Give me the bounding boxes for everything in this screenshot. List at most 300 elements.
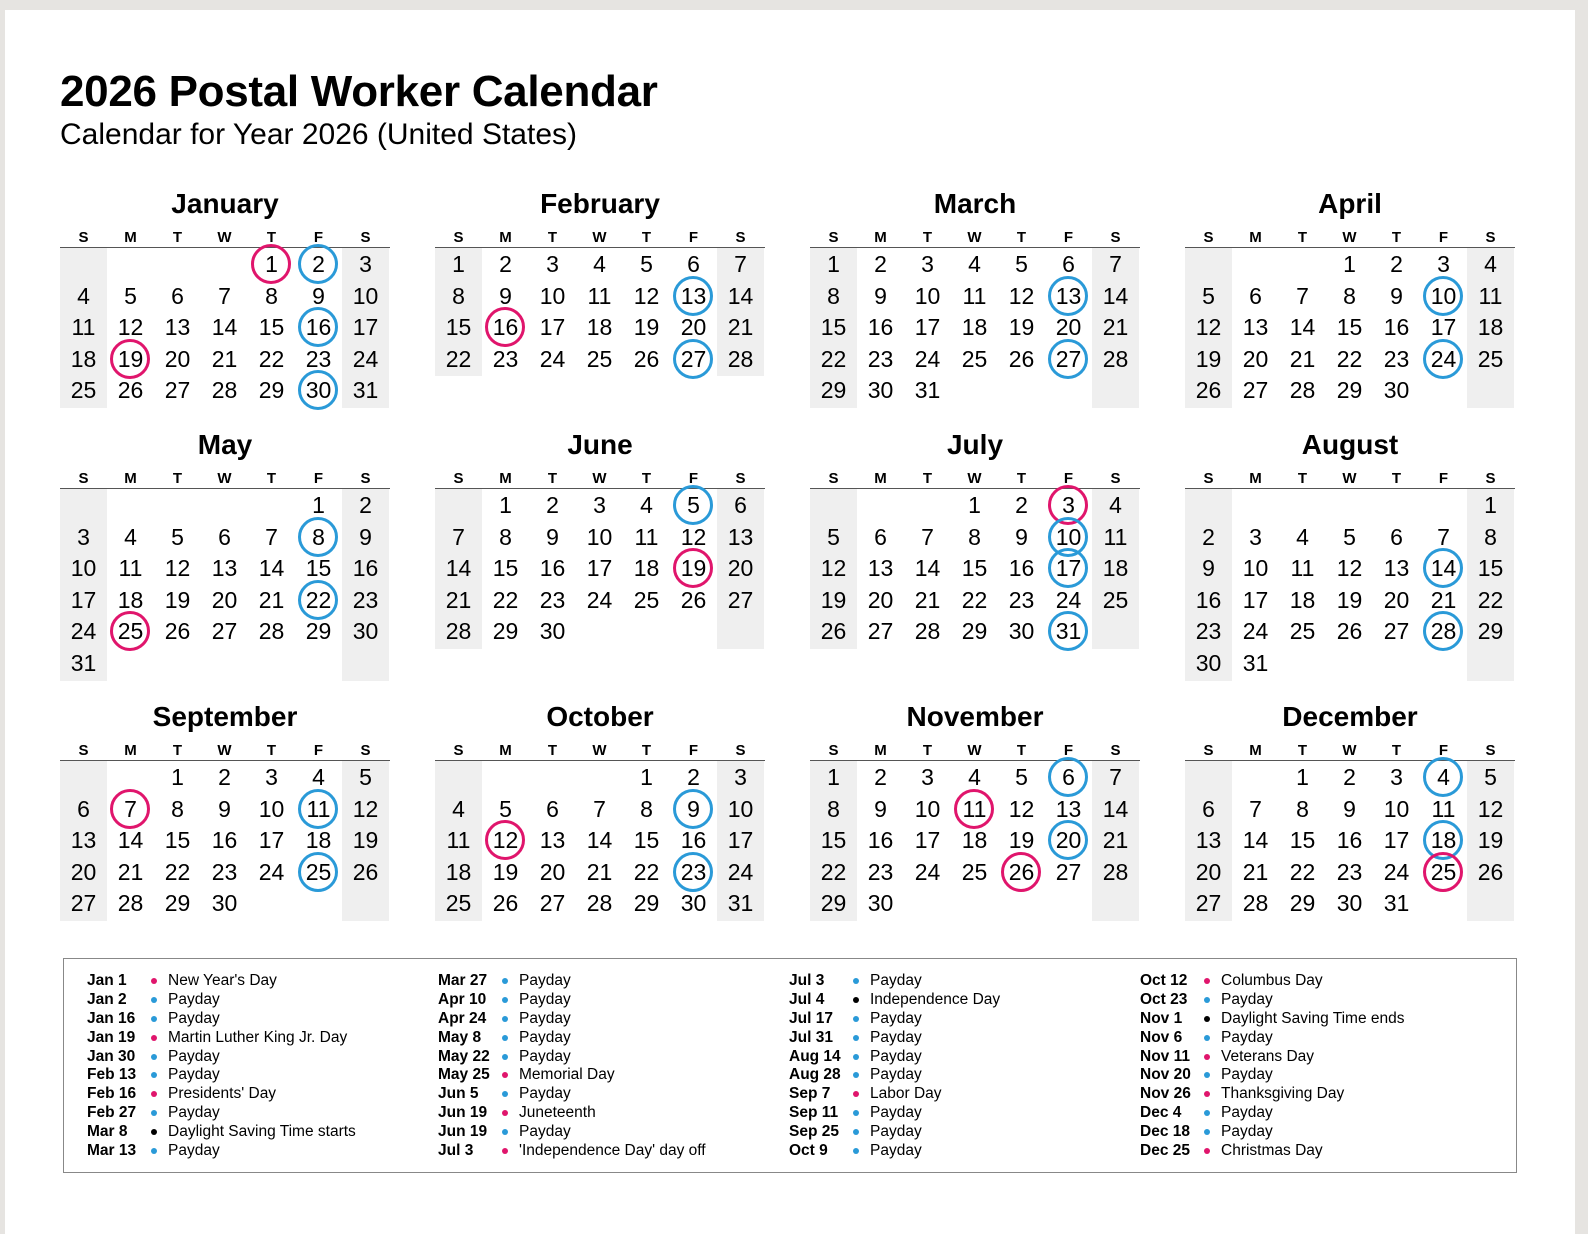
month-name: August — [1301, 429, 1399, 460]
day-number: 4 — [312, 764, 325, 790]
day-number: 9 — [687, 795, 700, 822]
legend-row — [87, 991, 427, 1010]
day-cell — [482, 856, 529, 888]
day-number: 16 — [1336, 827, 1363, 854]
day-number: 31 — [914, 377, 941, 404]
day-cell — [623, 521, 670, 553]
day-number: 28 — [1289, 377, 1316, 404]
day-number: 13 — [727, 523, 754, 550]
weekday-label: S — [360, 470, 371, 487]
day-number: 27 — [1195, 890, 1222, 917]
day-cell — [248, 793, 295, 825]
day-cell — [904, 793, 951, 825]
legend-label: Daylight Saving Time ends — [1221, 1009, 1405, 1027]
day-cell — [951, 489, 998, 521]
day-cell — [1092, 521, 1139, 553]
weekday-label: S — [78, 470, 89, 487]
day-cell — [201, 856, 248, 888]
weekday-label: S — [1110, 470, 1121, 487]
day-number: 23 — [539, 586, 566, 613]
legend-label: Payday — [1221, 990, 1273, 1008]
legend-label: Payday — [1221, 1123, 1273, 1141]
weekday-label: T — [547, 229, 558, 246]
day-cell — [529, 552, 576, 584]
day-number: 7 — [1109, 251, 1122, 277]
day-number: 31 — [352, 377, 379, 404]
legend-label: Payday — [168, 1066, 220, 1084]
day-cell — [529, 280, 576, 312]
day-cell — [1232, 343, 1279, 375]
day-number: 10 — [1242, 555, 1269, 582]
day-number: 20 — [1055, 827, 1082, 854]
day-number: 5 — [1202, 282, 1215, 309]
day-cell — [1420, 552, 1467, 584]
day-number: 14 — [117, 827, 144, 854]
legend-date: Jan 19 — [87, 1028, 136, 1046]
month-february — [435, 186, 765, 416]
day-cell — [154, 584, 201, 616]
day-cell — [248, 343, 295, 375]
day-cell — [482, 311, 529, 343]
day-number: 29 — [1477, 618, 1504, 645]
day-cell — [1092, 824, 1139, 856]
day-number: 2 — [312, 251, 325, 277]
legend-label: Juneteenth — [519, 1104, 596, 1122]
day-cell — [1185, 824, 1232, 856]
day-number: 1 — [452, 251, 465, 277]
day-number: 26 — [1195, 377, 1222, 404]
day-cell — [1185, 311, 1232, 343]
legend-bullet-icon — [853, 1129, 859, 1135]
weekday-label: M — [874, 229, 887, 246]
day-number: 18 — [961, 314, 988, 341]
day-number: 14 — [1430, 555, 1457, 582]
day-number: 23 — [492, 345, 519, 372]
day-cell — [1279, 615, 1326, 647]
day-number: 29 — [164, 890, 191, 917]
legend-bullet-icon — [1204, 1054, 1210, 1060]
day-cell — [1232, 280, 1279, 312]
day-number: 2 — [359, 492, 372, 518]
day-cell — [670, 552, 717, 584]
day-number: 1 — [312, 492, 325, 518]
day-cell — [482, 584, 529, 616]
day-number: 2 — [1202, 523, 1215, 550]
legend-row — [1140, 1085, 1480, 1104]
legend-date: Jun 5 — [438, 1085, 479, 1103]
day-number: 16 — [211, 827, 238, 854]
legend-date: Nov 1 — [1140, 1009, 1183, 1027]
day-number: 7 — [1249, 795, 1262, 822]
day-number: 17 — [1055, 555, 1082, 582]
day-cell — [1467, 489, 1514, 521]
legend-bullet-icon — [853, 1110, 859, 1116]
day-number: 11 — [1431, 795, 1456, 822]
month-december — [1185, 699, 1515, 929]
day-number: 24 — [1242, 618, 1269, 645]
legend-row — [789, 972, 1129, 991]
day-number: 17 — [727, 827, 754, 854]
day-number: 25 — [445, 890, 472, 917]
day-number: 18 — [961, 827, 988, 854]
day-number: 12 — [352, 795, 379, 822]
day-number: 19 — [1008, 827, 1035, 854]
legend-bullet-icon — [853, 1072, 859, 1078]
day-number: 8 — [1484, 523, 1497, 550]
legend-row — [438, 1123, 778, 1142]
day-cell — [1279, 856, 1326, 888]
day-cell — [717, 489, 764, 521]
day-number: 6 — [734, 492, 747, 518]
month-name: September — [152, 701, 298, 732]
day-number: 12 — [117, 314, 144, 341]
day-number: 23 — [1195, 618, 1222, 645]
day-number: 6 — [1062, 251, 1075, 277]
legend-bullet-icon — [151, 1035, 157, 1041]
day-number: 14 — [445, 555, 472, 582]
day-number: 3 — [1390, 764, 1403, 790]
day-cell — [623, 280, 670, 312]
legend-label: Presidents' Day — [168, 1085, 277, 1103]
day-cell — [1185, 647, 1232, 679]
day-cell — [810, 311, 857, 343]
legend-date: Jan 30 — [87, 1047, 136, 1065]
day-number: 26 — [1477, 858, 1504, 885]
day-number: 17 — [539, 314, 566, 341]
legend-label: Payday — [519, 1085, 571, 1103]
legend-row — [438, 1085, 778, 1104]
day-number: 5 — [499, 795, 512, 822]
weekday-label: S — [735, 742, 746, 759]
day-number: 16 — [492, 314, 519, 341]
day-number: 21 — [586, 858, 613, 885]
day-number: 5 — [640, 251, 653, 277]
day-cell — [1373, 521, 1420, 553]
day-number: 25 — [1477, 345, 1504, 372]
day-cell — [482, 489, 529, 521]
day-cell — [810, 856, 857, 888]
day-cell — [60, 856, 107, 888]
day-number: 26 — [164, 618, 191, 645]
day-number: 10 — [727, 795, 754, 822]
day-number: 13 — [70, 827, 97, 854]
weekday-label: S — [828, 229, 839, 246]
day-cell — [1373, 793, 1420, 825]
legend-date: Dec 25 — [1140, 1142, 1190, 1160]
day-number: 15 — [164, 827, 191, 854]
day-number: 18 — [633, 555, 660, 582]
day-cell — [1279, 793, 1326, 825]
day-number: 15 — [305, 555, 332, 582]
day-number: 29 — [492, 618, 519, 645]
day-cell — [482, 552, 529, 584]
weekday-label: M — [1249, 229, 1262, 246]
day-number: 1 — [265, 251, 278, 277]
legend-label: Daylight Saving Time starts — [168, 1123, 356, 1141]
legend-bullet-icon — [853, 1091, 859, 1097]
day-number: 30 — [867, 890, 894, 917]
legend-column — [1140, 972, 1480, 1161]
legend-bullet-icon — [1204, 1148, 1210, 1154]
legend-date: Dec 4 — [1140, 1104, 1182, 1122]
legend-row — [789, 1066, 1129, 1085]
day-number: 1 — [499, 492, 512, 518]
legend-column — [789, 972, 1129, 1161]
legend-date: Jul 17 — [789, 1009, 833, 1027]
day-cell — [1185, 887, 1232, 919]
legend-date: May 22 — [438, 1047, 490, 1065]
day-cell — [154, 887, 201, 919]
day-number: 2 — [218, 764, 231, 790]
day-cell — [295, 248, 342, 280]
page-subtitle: Calendar for Year 2026 (United States) — [60, 118, 577, 151]
day-number: 17 — [914, 314, 941, 341]
day-number: 11 — [306, 795, 331, 822]
weekday-label: T — [1391, 470, 1402, 487]
day-number: 9 — [218, 795, 231, 822]
day-cell — [60, 887, 107, 919]
day-number: 16 — [305, 314, 332, 341]
day-number: 4 — [1484, 251, 1497, 277]
day-cell — [810, 280, 857, 312]
legend-bullet-icon — [1204, 1072, 1210, 1078]
day-cell — [1467, 311, 1514, 343]
day-number: 5 — [1015, 764, 1028, 790]
day-cell — [1185, 584, 1232, 616]
day-number: 23 — [867, 858, 894, 885]
day-cell — [435, 248, 482, 280]
day-cell — [810, 552, 857, 584]
day-number: 10 — [1055, 523, 1082, 550]
day-number: 22 — [445, 345, 472, 372]
calendar-sheet — [5, 10, 1575, 1234]
day-number: 10 — [1383, 795, 1410, 822]
day-number: 3 — [734, 764, 747, 790]
legend-label: Memorial Day — [519, 1066, 615, 1084]
day-cell — [435, 887, 482, 919]
day-number: 10 — [258, 795, 285, 822]
day-number: 15 — [492, 555, 519, 582]
day-number: 9 — [1390, 282, 1403, 309]
legend-row — [1140, 991, 1480, 1010]
day-cell — [904, 584, 951, 616]
day-cell — [857, 280, 904, 312]
day-number: 25 — [1102, 586, 1129, 613]
day-number: 5 — [1343, 523, 1356, 550]
day-cell — [1185, 552, 1232, 584]
day-number: 3 — [359, 251, 372, 277]
day-cell — [717, 887, 764, 919]
day-number: 7 — [593, 795, 606, 822]
weekday-label: F — [1063, 742, 1074, 759]
day-number: 13 — [1195, 827, 1222, 854]
legend-bullet-icon — [1204, 1091, 1210, 1097]
day-cell — [810, 248, 857, 280]
day-number: 11 — [962, 282, 987, 309]
day-number: 19 — [1195, 345, 1222, 372]
day-cell — [1092, 856, 1139, 888]
legend-row — [1140, 1010, 1480, 1029]
day-number: 13 — [539, 827, 566, 854]
day-number: 8 — [640, 795, 653, 822]
day-cell — [951, 793, 998, 825]
day-number: 11 — [118, 555, 143, 582]
day-cell — [717, 761, 764, 793]
day-number: 31 — [1242, 650, 1269, 676]
day-number: 23 — [1383, 345, 1410, 372]
weekday-label: S — [1485, 229, 1496, 246]
day-cell — [248, 374, 295, 406]
day-cell — [1467, 615, 1514, 647]
day-cell — [1279, 374, 1326, 406]
day-number: 9 — [312, 282, 325, 309]
day-number: 3 — [265, 764, 278, 790]
weekday-label: T — [266, 742, 277, 759]
weekday-label: F — [1063, 229, 1074, 246]
day-number: 28 — [445, 618, 472, 645]
weekday-label: F — [688, 742, 699, 759]
day-number: 15 — [633, 827, 660, 854]
weekday-label: S — [1110, 229, 1121, 246]
day-number: 10 — [70, 555, 97, 582]
day-cell — [1373, 280, 1420, 312]
day-number: 23 — [867, 345, 894, 372]
day-cell — [482, 521, 529, 553]
day-cell — [998, 311, 1045, 343]
month-name: June — [567, 429, 633, 460]
day-number: 9 — [1202, 555, 1215, 582]
weekday-label: S — [360, 742, 371, 759]
day-cell — [1467, 793, 1514, 825]
legend-row — [87, 1010, 427, 1029]
weekday-label: M — [874, 742, 887, 759]
weekday-label: T — [547, 470, 558, 487]
weekday-label: T — [1391, 229, 1402, 246]
day-number: 29 — [820, 890, 847, 917]
day-cell — [1467, 280, 1514, 312]
legend-row — [1140, 972, 1480, 991]
day-number: 10 — [1430, 282, 1457, 309]
day-number: 11 — [1478, 282, 1503, 309]
day-cell — [201, 824, 248, 856]
day-cell — [623, 856, 670, 888]
weekday-label: S — [78, 742, 89, 759]
day-cell — [295, 793, 342, 825]
day-cell — [1232, 374, 1279, 406]
day-number: 23 — [680, 858, 707, 885]
day-number: 29 — [961, 618, 988, 645]
legend-date: Nov 6 — [1140, 1028, 1183, 1046]
day-cell — [154, 824, 201, 856]
day-number: 26 — [492, 890, 519, 917]
day-number: 13 — [867, 555, 894, 582]
day-cell — [670, 856, 717, 888]
page-title: 2026 Postal Worker Calendar — [60, 67, 658, 116]
legend-date: Nov 11 — [1140, 1047, 1190, 1065]
weekday-label: S — [453, 742, 464, 759]
month-august — [1185, 427, 1515, 676]
day-number: 18 — [1430, 827, 1457, 854]
legend-label: Payday — [870, 1104, 922, 1122]
day-number: 7 — [218, 282, 231, 309]
day-cell — [1092, 343, 1139, 375]
day-number: 27 — [867, 618, 894, 645]
day-cell — [857, 311, 904, 343]
legend-row — [789, 1048, 1129, 1067]
legend-label: New Year's Day — [168, 972, 277, 989]
day-cell — [1279, 887, 1326, 919]
legend-label: Payday — [519, 1123, 571, 1141]
day-number: 27 — [1055, 858, 1082, 885]
legend-date: Jul 4 — [789, 990, 825, 1008]
legend-bullet-icon — [502, 978, 508, 984]
day-cell — [1326, 615, 1373, 647]
day-number: 1 — [827, 251, 840, 277]
day-cell — [904, 343, 951, 375]
day-cell — [1232, 584, 1279, 616]
day-cell — [810, 887, 857, 919]
legend-bullet-icon — [151, 1054, 157, 1060]
day-number: 19 — [680, 555, 707, 582]
day-cell — [717, 856, 764, 888]
weekday-label: M — [499, 229, 512, 246]
weekday-label: F — [313, 229, 324, 246]
day-cell — [107, 374, 154, 406]
day-cell — [576, 311, 623, 343]
month-november — [810, 699, 1140, 929]
legend-bullet-icon — [853, 1148, 859, 1154]
legend-row — [87, 1142, 427, 1161]
day-number: 15 — [820, 314, 847, 341]
day-number: 17 — [258, 827, 285, 854]
day-number: 17 — [1430, 314, 1457, 341]
day-number: 26 — [117, 377, 144, 404]
weekday-label: M — [124, 470, 137, 487]
day-cell — [435, 856, 482, 888]
day-cell — [998, 280, 1045, 312]
day-number: 14 — [727, 282, 754, 309]
day-cell — [857, 343, 904, 375]
day-number: 7 — [265, 523, 278, 550]
day-cell — [1279, 761, 1326, 793]
day-cell — [201, 761, 248, 793]
day-number: 25 — [961, 858, 988, 885]
weekday-label: W — [592, 470, 607, 487]
weekday-label: F — [1063, 470, 1074, 487]
legend-bullet-icon — [502, 1129, 508, 1135]
legend-row — [87, 1104, 427, 1123]
day-number: 17 — [914, 827, 941, 854]
day-cell — [1092, 280, 1139, 312]
day-number: 23 — [352, 586, 379, 613]
day-cell — [998, 584, 1045, 616]
day-cell — [904, 552, 951, 584]
day-cell — [154, 793, 201, 825]
legend-label: Payday — [870, 1123, 922, 1141]
day-number: 5 — [359, 764, 372, 790]
day-cell — [154, 280, 201, 312]
day-cell — [951, 311, 998, 343]
day-number: 28 — [1242, 890, 1269, 917]
weekday-label: F — [1438, 470, 1449, 487]
legend-date: Apr 10 — [438, 990, 487, 1008]
day-cell — [342, 552, 389, 584]
day-cell — [435, 552, 482, 584]
day-number: 7 — [734, 251, 747, 277]
day-cell — [998, 793, 1045, 825]
day-number: 6 — [1390, 523, 1403, 550]
day-number: 5 — [171, 523, 184, 550]
